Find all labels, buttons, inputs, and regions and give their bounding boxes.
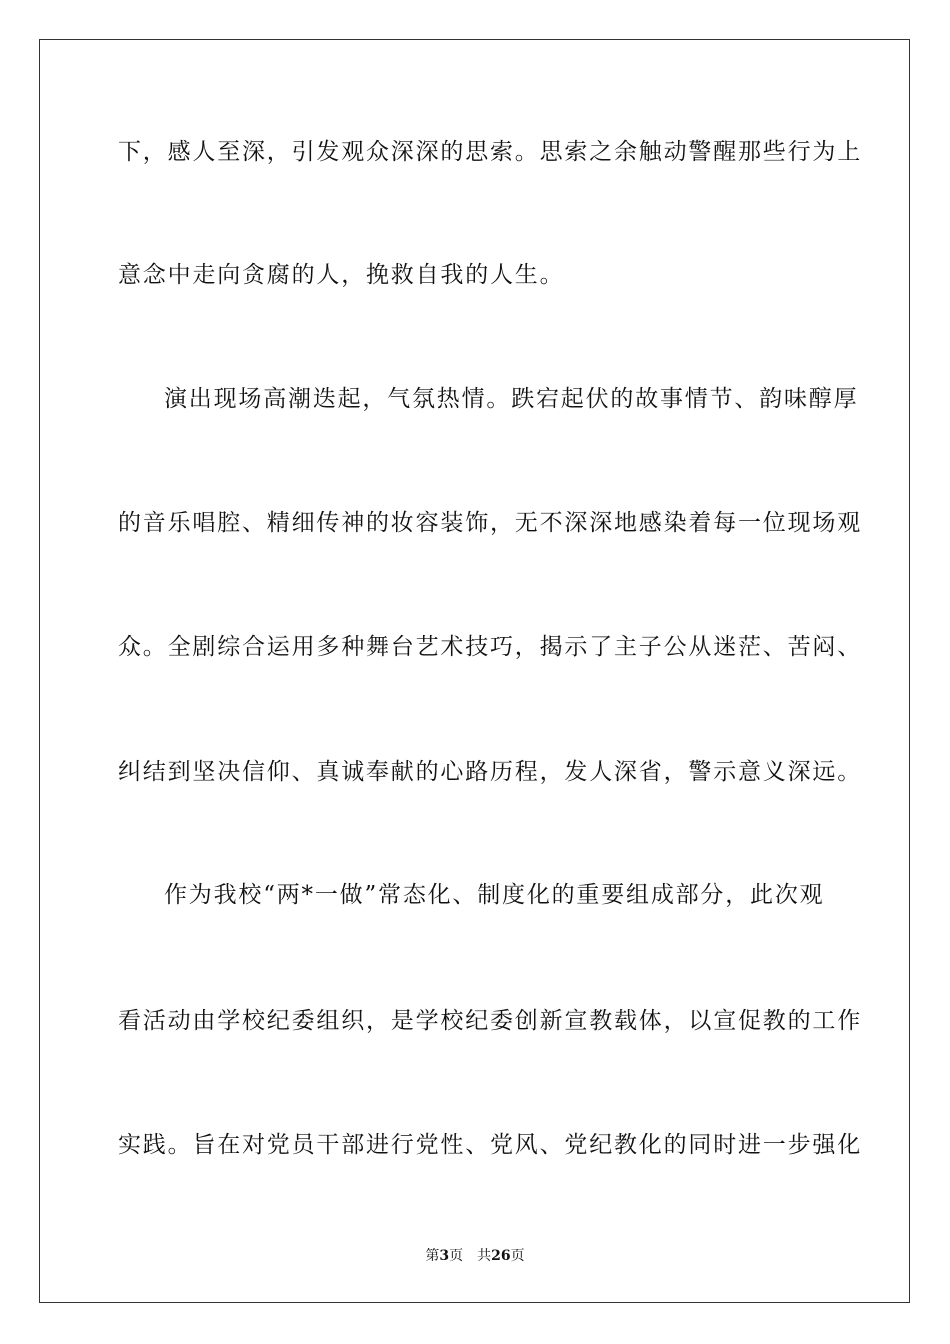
text-line-4: 的音乐唱腔、精细传神的妆容装饰，无不深深地感染着每一位现场观 [118, 510, 862, 536]
page-prefix: 第 [425, 1248, 440, 1264]
text-line-8: 看活动由学校纪委组织，是学校纪委创新宣教载体，以宣促教的工作 [118, 1008, 862, 1034]
text-line-9: 实践。旨在对党员干部进行党性、党风、党纪教化的同时进一步强化 [118, 1132, 862, 1158]
page-border [39, 39, 910, 1303]
text-line-1: 下，感人至深，引发观众深深的思索。思索之余触动警醒那些行为上 [118, 139, 862, 165]
text-line-6: 纠结到坚决信仰、真诚奉献的心路历程，发人深省，警示意义深远。 [118, 759, 862, 785]
page-suffix: 页 [449, 1248, 464, 1264]
text-line-3: 演出现场高潮迭起，气氛热情。跌宕起伏的故事情节、韵味醇厚 [164, 386, 859, 412]
total-pages: 26 [491, 1248, 511, 1264]
text-line-2: 意念中走向贪腐的人，挽救自我的人生。 [118, 262, 565, 288]
text-line-7: 作为我校“两*一做”常态化、制度化的重要组成部分，此次观 [164, 882, 825, 908]
total-prefix: 共 [477, 1248, 492, 1264]
page-number: 3 [439, 1248, 450, 1264]
total-suffix: 页 [510, 1248, 525, 1264]
text-line-5: 众。全剧综合运用多种舞台艺术技巧，揭示了主子公从迷茫、苦闷、 [118, 634, 862, 660]
page-footer [0, 1246, 950, 1266]
